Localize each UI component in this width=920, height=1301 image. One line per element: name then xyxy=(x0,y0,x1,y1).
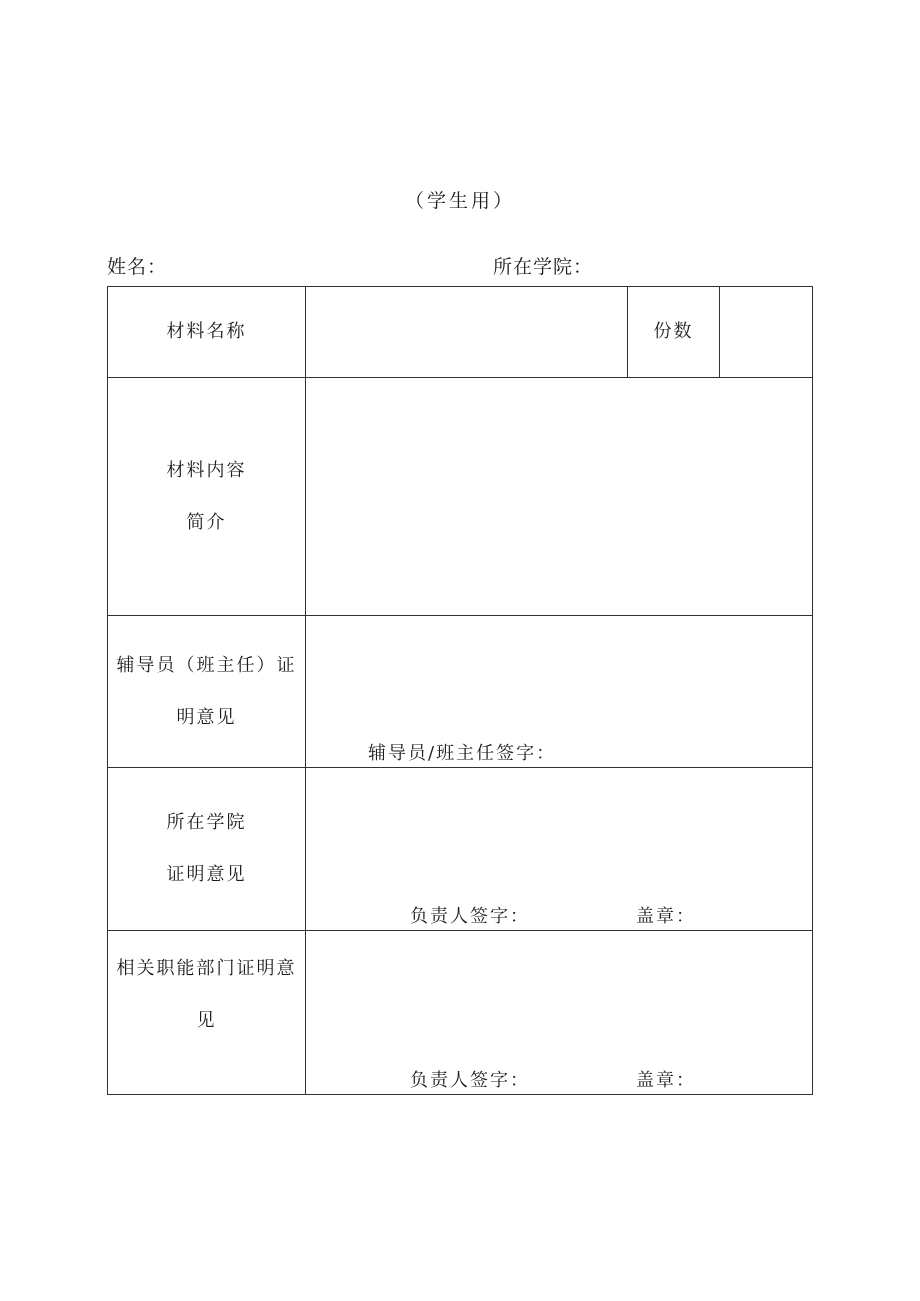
material-name-row xyxy=(108,287,813,378)
department-opinion-label-line2: 见 xyxy=(196,1010,217,1031)
department-opinion-field[interactable] xyxy=(306,931,813,1095)
college-opinion-row xyxy=(108,768,813,931)
copies-label: 份数 xyxy=(628,287,720,378)
counselor-opinion-label-line2: 明意见 xyxy=(176,706,237,728)
department-opinion-row xyxy=(108,931,813,1095)
material-name-field[interactable] xyxy=(306,287,628,378)
material-content-label xyxy=(108,378,306,616)
material-name-label: 材料名称 xyxy=(108,287,306,378)
student-college-label: 所在学院： xyxy=(493,256,594,278)
material-content-field[interactable] xyxy=(306,378,813,616)
department-signature-label: 负责人签字： xyxy=(410,1070,530,1091)
material-content-label-line1: 材料内容 xyxy=(166,459,247,481)
material-content-label-line2: 简介 xyxy=(186,511,227,533)
student-name-label: 姓名： xyxy=(107,256,168,278)
department-opinion-label xyxy=(108,931,306,1095)
college-opinion-field[interactable] xyxy=(306,768,813,931)
form-subtitle: （学生用） xyxy=(404,190,515,212)
counselor-opinion-field[interactable] xyxy=(306,616,813,768)
counselor-signature-label: 辅导员/班主任签字： xyxy=(368,743,557,764)
counselor-opinion-label xyxy=(108,616,306,768)
college-opinion-label-line1: 所在学院 xyxy=(166,812,247,833)
application-form-table xyxy=(107,286,813,1095)
counselor-opinion-label-line1: 辅导员（班主任）证 xyxy=(116,654,297,676)
college-opinion-label xyxy=(108,768,306,931)
department-opinion-label-line1: 相关职能部门证明意 xyxy=(116,958,297,979)
college-signature-label: 负责人签字： xyxy=(410,906,530,927)
college-opinion-label-line2: 证明意见 xyxy=(166,864,247,885)
counselor-opinion-row xyxy=(108,616,813,768)
department-seal-label: 盖章： xyxy=(636,1070,696,1091)
material-content-row xyxy=(108,378,813,616)
college-seal-label: 盖章： xyxy=(636,906,696,927)
copies-field[interactable] xyxy=(720,287,813,378)
